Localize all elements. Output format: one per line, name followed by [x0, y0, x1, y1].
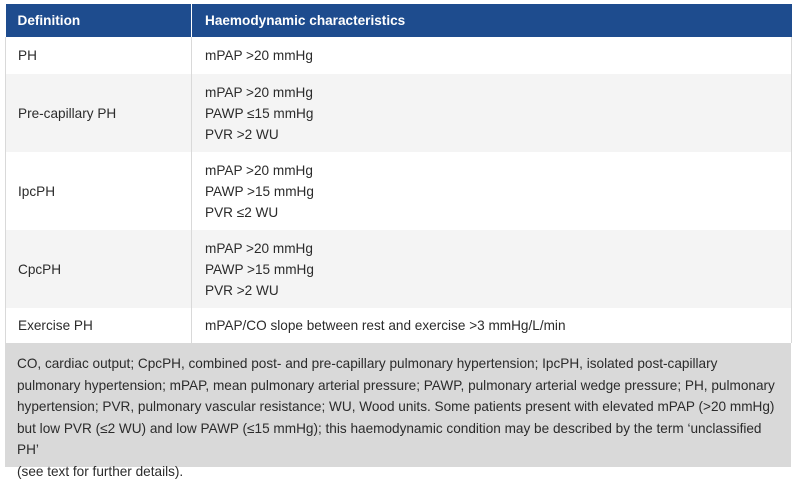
criterion-line: PAWP >15 mmHg — [205, 261, 314, 277]
criteria-cell — [192, 152, 792, 230]
criterion-line: mPAP/CO slope between rest and exercise >3 mmHg/L/min — [205, 318, 566, 333]
criterion-line: PAWP ≤15 mmHg — [205, 105, 314, 121]
header-haemodynamic-characteristics: Haemodynamic characteristics — [192, 4, 792, 37]
table-header-row — [6, 4, 792, 37]
criterion-line: mPAP >20 mmHg — [205, 162, 313, 178]
criterion-line: PVR >2 WU — [205, 126, 279, 142]
table-row — [6, 74, 792, 152]
table-row — [6, 37, 792, 74]
definition-cell: IpcPH — [6, 152, 192, 230]
criterion-line: PVR >2 WU — [205, 282, 279, 298]
criterion-line: PAWP >15 mmHg — [205, 183, 314, 199]
footnote-text: CO, cardiac output; CpcPH, combined post- and pre-capillary pulmonary hypertension; IpcPH, isolated post-capillary pulmonary hypertension; mPAP, mean pulmonary arterial pressure; PAWP, pulmonary arterial wedge pressure; PH, pulmonary hypertension; PVR, pulmonary vascular resistance; WU, Wood units. Some patients present with elevated mPAP (>20 mmHg) but low PVR (≤2 WU) and low PAWP (≤15 mmHg); this haemodynamic condition may be described by the term ‘unclassified PH’ (see text for further details). — [17, 356, 775, 479]
table-row — [6, 152, 792, 230]
definition-cell: CpcPH — [6, 230, 192, 308]
definitions-table-container — [5, 4, 791, 479]
criterion-line: mPAP >20 mmHg — [205, 48, 313, 63]
header-definition: Definition — [6, 4, 192, 37]
criterion-line: PVR ≤2 WU — [205, 204, 279, 220]
table-footnote — [5, 343, 791, 479]
definition-cell: Pre-capillary PH — [6, 74, 192, 152]
criteria-cell — [192, 230, 792, 308]
haemodynamic-definitions-table — [5, 4, 792, 343]
table-row — [6, 308, 792, 343]
table-row — [6, 230, 792, 308]
definition-cell: Exercise PH — [6, 308, 192, 343]
criteria-cell — [192, 74, 792, 152]
criterion-line: mPAP >20 mmHg — [205, 240, 313, 256]
definition-cell: PH — [6, 37, 192, 74]
criteria-cell — [192, 37, 792, 74]
criterion-line: mPAP >20 mmHg — [205, 84, 313, 100]
criteria-cell — [192, 308, 792, 343]
